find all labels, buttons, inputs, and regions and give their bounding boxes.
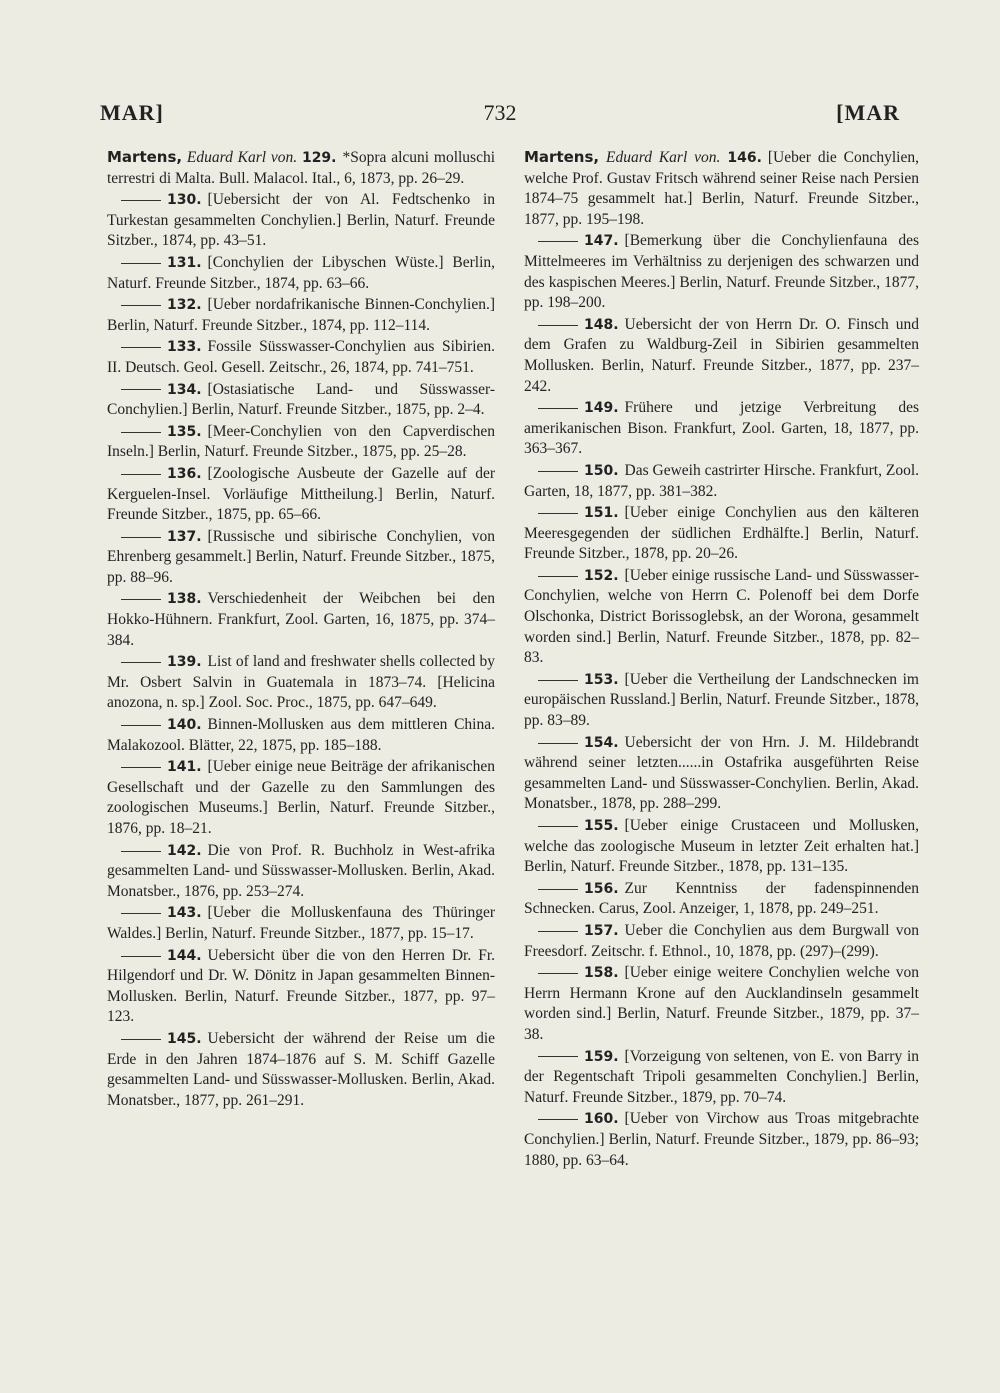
bibliography-entry bbox=[107, 757, 495, 839]
entry-number: 152. bbox=[584, 567, 619, 584]
entry-number: 147. bbox=[584, 233, 619, 250]
ditto-dash bbox=[538, 241, 578, 242]
author-given-names: Eduard Karl von. bbox=[606, 149, 721, 166]
entry-number: 146. bbox=[727, 150, 762, 166]
bibliography-entry bbox=[107, 190, 495, 252]
ditto-dash bbox=[538, 471, 578, 472]
ditto-dash bbox=[538, 889, 578, 890]
bibliography-entry bbox=[524, 503, 919, 565]
page-number: 732 bbox=[483, 100, 517, 125]
bibliography-entry bbox=[524, 816, 919, 878]
entry-text: [Ueber einige Crustaceen und Mollusken, welche das zoologische Museum in letzter Zeit erhalten hat.] Berlin, Naturf. Freunde Sitzber., 1878, pp. 131–135. bbox=[524, 817, 919, 876]
bibliography-entry bbox=[107, 422, 495, 463]
ditto-dash bbox=[121, 347, 161, 348]
entry-text: Ueber die Conchylien aus dem Burgwall von Freesdorf. Zeitschr. f. Ethnol., 10, 1878, pp. (297)–(299). bbox=[524, 921, 919, 960]
ditto-dash bbox=[538, 931, 578, 932]
ditto-dash bbox=[538, 973, 578, 974]
entry-number: 156. bbox=[584, 880, 619, 897]
entry-text: List of land and freshwater shells collected by Mr. Osbert Salvin in Guatemala in 1873–74. [Helicina anozona, n. sp.] Zool. Soc. Proc., 1875, pp. 647–649. bbox=[107, 653, 495, 712]
entry-text: [Vorzeigung von seltenen, von E. von Barry in der Regentschaft Tripoli gesammelten Conchylien.] Berlin, Naturf. Freunde Sitzber., 1879, pp. 70–74. bbox=[524, 1047, 919, 1106]
entry-number: 139. bbox=[167, 654, 202, 671]
bibliography-entry bbox=[524, 231, 919, 313]
ditto-dash bbox=[121, 662, 161, 663]
entry-text: [Bemerkung über die Conchylienfauna des Mittelmeeres im Verhältniss zu derjenigen des schwarzen und des kaspischen Meeres.] Berlin, Naturf. Freunde Sitzber., 1877, pp. 198–200. bbox=[524, 232, 919, 312]
entry-text: Uebersicht der von Herrn Dr. O. Finsch und dem Grafen zu Waldburg-Zeil in Sibirien gesammelten Mollusken. Berlin, Naturf. Freunde Sitzber., 1877, pp. 237–242. bbox=[524, 315, 919, 395]
entry-text: Fossile Süsswasser-Conchylien aus Sibirien. II. Deutsch. Geol. Gesell. Zeitschr., 26, 1874, pp. 741–751. bbox=[107, 338, 495, 376]
entry-number: 137. bbox=[167, 528, 202, 545]
entry-text: Frühere und jetzige Verbreitung des amerikanischen Bison. Frankfurt, Zool. Garten, 18, 1877, pp. 363–367. bbox=[524, 399, 919, 458]
ditto-dash bbox=[538, 325, 578, 326]
bibliography-entry bbox=[107, 337, 495, 378]
ditto-dash bbox=[121, 851, 161, 852]
ditto-dash bbox=[121, 200, 161, 201]
right-column bbox=[524, 147, 919, 1172]
entry-number: 154. bbox=[584, 734, 619, 751]
entry-text: [Ueber von Virchow aus Troas mitgebrachte Conchylien.] Berlin, Naturf. Freunde Sitzber., 1879, pp. 86–93; 1880, pp. 63–64. bbox=[524, 1110, 919, 1169]
bibliography-entry bbox=[107, 464, 495, 526]
bibliography-entry bbox=[524, 147, 919, 230]
ditto-dash bbox=[538, 680, 578, 681]
bibliography-entry bbox=[107, 715, 495, 756]
entry-number: 140. bbox=[167, 717, 202, 734]
bibliography-entry bbox=[524, 1047, 919, 1109]
ditto-dash bbox=[121, 537, 161, 538]
entry-number: 134. bbox=[167, 381, 202, 398]
ditto-dash bbox=[538, 826, 578, 827]
entry-number: 148. bbox=[584, 316, 619, 333]
entry-number: 135. bbox=[167, 423, 202, 440]
entry-number: 141. bbox=[167, 759, 202, 776]
entry-number: 129. bbox=[301, 150, 337, 166]
entry-text: Uebersicht über die von den Herren Dr. Fr. Hilgendorf und Dr. W. Dönitz in Japan gesammelten Binnen-Mollusken. Berlin, Naturf. Freunde Sitzber., 1877, pp. 97–123. bbox=[107, 946, 495, 1026]
entry-text: [Conchylien der Libyschen Wüste.] Berlin, Naturf. Freunde Sitzber., 1874, pp. 63–66. bbox=[107, 253, 495, 292]
ditto-dash bbox=[121, 725, 161, 726]
entry-text: [Ueber einige weitere Conchylien welche von Herrn Hermann Krone auf den Aucklandinseln gesammelt worden sind.] Berlin, Naturf. Freunde Sitzber., 1879, pp. 37–38. bbox=[524, 964, 919, 1043]
ditto-dash bbox=[121, 263, 161, 264]
entry-text: [Ueber die Molluskenfauna des Thüringer Waldes.] Berlin, Naturf. Freunde Sitzber., 1877, pp. 15–17. bbox=[107, 904, 495, 942]
bibliography-entry bbox=[524, 461, 919, 502]
ditto-dash bbox=[121, 305, 161, 306]
entry-text: Uebersicht der während der Reise um die Erde in den Jahren 1874–1876 auf S. M. Schiff Gazelle gesammelten Land- und Süsswasser-Mollusken. Berlin, Akad. Monatsber., 1877, pp. 261–291. bbox=[107, 1029, 495, 1109]
ditto-dash bbox=[121, 956, 161, 957]
entry-text: Die von Prof. R. Buchholz in West-afrika gesammelten Land- und Süsswasser-Mollusken. Berlin, Akad. Monatsber., 1876, pp. 253–274. bbox=[107, 841, 495, 900]
bibliography-entry bbox=[107, 527, 495, 589]
entry-text: Uebersicht der von Hrn. J. M. Hildebrandt während seiner letzten......in Ostafrika ausgeführten Reise gesammelten Land- und Süsswasser-Conchylien. Berlin, Akad. Monatsber., 1878, pp. 288–299. bbox=[524, 733, 919, 813]
bibliography-entry bbox=[107, 147, 495, 189]
entry-text: Zur Kenntniss der fadenspinnenden Schnecken. Carus, Zool. Anzeiger, 1, 1878, pp. 249–251. bbox=[524, 879, 919, 918]
entry-number: 158. bbox=[584, 965, 619, 982]
entry-number: 130. bbox=[167, 192, 202, 209]
entry-text: Verschiedenheit der Weibchen bei den Hokko-Hühnern. Frankfurt, Zool. Garten, 16, 1875, pp. 374–384. bbox=[107, 590, 495, 649]
author-heading: Martens, bbox=[107, 148, 183, 166]
entry-number: 157. bbox=[584, 922, 619, 939]
left-column bbox=[107, 147, 495, 1112]
author-heading: Martens, bbox=[524, 148, 600, 166]
bibliography-entry bbox=[524, 921, 919, 962]
header-left-guide: MAR] bbox=[100, 100, 164, 125]
entry-text: [Ueber die Conchylien, welche Prof. Gustav Fritsch während seiner Reise nach Persien 1874–75 gesammelt hat.] Berlin, Naturf. Freunde Sitzber., 1877, pp. 195–198. bbox=[524, 149, 919, 228]
ditto-dash bbox=[121, 767, 161, 768]
bibliography-entry bbox=[524, 1109, 919, 1171]
bibliography-entry bbox=[107, 841, 495, 903]
entry-text: [Ostasiatische Land- und Süsswasser-Conchylien.] Berlin, Naturf. Freunde Sitzber., 1875, pp. 2–4. bbox=[107, 380, 495, 419]
ditto-dash bbox=[121, 1039, 161, 1040]
entry-number: 145. bbox=[167, 1030, 202, 1047]
bibliography-entry bbox=[107, 380, 495, 421]
entry-text: [Ueber nordafrikanische Binnen-Conchylien.] Berlin, Naturf. Freunde Sitzber., 1874, pp. 112–114. bbox=[107, 296, 495, 334]
ditto-dash bbox=[538, 743, 578, 744]
bibliography-entry bbox=[107, 1029, 495, 1111]
entry-text: [Ueber die Vertheilung der Landschnecken im europäischen Russland.] Berlin, Naturf. Freunde Sitzber., 1878, pp. 83–89. bbox=[524, 670, 919, 730]
bibliography-entry bbox=[107, 946, 495, 1028]
bibliography-entry bbox=[524, 963, 919, 1045]
entry-text: [Ueber einige Conchylien aus den kälteren Meeresgegenden der südlichen Erdhälfte.] Berlin, Naturf. Freunde Sitzber., 1878, pp. 20–26. bbox=[524, 504, 919, 563]
ditto-dash bbox=[121, 599, 161, 600]
entry-number: 155. bbox=[584, 818, 619, 834]
entry-number: 138. bbox=[167, 591, 202, 608]
bibliography-entry bbox=[107, 253, 495, 294]
bibliography-entry bbox=[107, 903, 495, 944]
entry-number: 149. bbox=[584, 400, 619, 417]
entry-number: 153. bbox=[584, 671, 619, 688]
entry-text: *Sopra alcuni molluschi terrestri di Malta. Bull. Malacol. Ital., 6, 1873, pp. 26–29. bbox=[107, 149, 496, 187]
bibliography-entry bbox=[524, 566, 919, 669]
entry-text: [Uebersicht der von Al. Fedtschenko in Turkestan gesammelten Conchylien.] Berlin, Naturf. Freunde Sitzber., 1874, pp. 43–51. bbox=[107, 191, 495, 250]
ditto-dash bbox=[121, 389, 161, 390]
ditto-dash bbox=[538, 408, 578, 409]
page-header bbox=[100, 100, 900, 140]
entry-text: [Ueber einige russische Land- und Süsswasser-Conchylien, welche von Herrn C. Polenoff bei dem Dorfe Olschonka, District Borissoglebsk, an der Worona, gesammelt worden sind.] Berlin, Naturf. Freunde Sitzber., 1878, pp. 82–83. bbox=[524, 566, 919, 667]
bibliography-entry bbox=[524, 733, 919, 815]
author-given-names: Eduard Karl von. bbox=[186, 149, 298, 166]
ditto-dash bbox=[121, 474, 161, 475]
ditto-dash bbox=[538, 1056, 578, 1057]
bibliography-entry bbox=[524, 670, 919, 732]
bibliography-entry bbox=[107, 589, 495, 651]
entry-number: 151. bbox=[584, 505, 619, 522]
entry-number: 143. bbox=[167, 905, 202, 922]
header-right-guide: [MAR bbox=[836, 100, 900, 125]
bibliography-entry bbox=[524, 315, 919, 397]
entry-number: 136. bbox=[167, 465, 202, 482]
ditto-dash bbox=[538, 513, 578, 514]
ditto-dash bbox=[538, 576, 578, 577]
entry-number: 131. bbox=[167, 254, 202, 271]
entry-number: 142. bbox=[167, 842, 202, 859]
entry-text: [Russische und sibirische Conchylien, von Ehrenberg gesammelt.] Berlin, Naturf. Freunde Sitzber., 1875, pp. 88–96. bbox=[107, 527, 495, 586]
ditto-dash bbox=[121, 432, 161, 433]
entry-number: 132. bbox=[167, 297, 202, 314]
entry-number: 144. bbox=[167, 947, 202, 964]
entry-number: 150. bbox=[584, 462, 619, 479]
ditto-dash bbox=[121, 913, 161, 914]
bibliography-entry bbox=[524, 398, 919, 460]
entry-number: 159. bbox=[584, 1048, 619, 1065]
bibliography-entry bbox=[107, 652, 495, 714]
entry-text: Binnen-Mollusken aus dem mittleren China. Malakozool. Blätter, 22, 1875, pp. 185–188. bbox=[107, 716, 495, 754]
entry-number: 160. bbox=[584, 1111, 619, 1128]
entry-number: 133. bbox=[167, 339, 202, 356]
entry-text: Das Geweih castrirter Hirsche. Frankfurt, Zool. Garten, 18, 1877, pp. 381–382. bbox=[524, 461, 919, 500]
bibliography-entry bbox=[524, 879, 919, 920]
entry-text: [Ueber einige neue Beiträge der afrikanischen Gesellschaft und der Gazelle zu den Sammlungen des zoologischen Museums.] Berlin, Naturf. Freunde Sitzber., 1876, pp. 18–21. bbox=[107, 758, 495, 837]
entry-text: [Zoologische Ausbeute der Gazelle auf der Kerguelen-Insel. Vorläufige Mittheilung.] Berlin, Naturf. Freunde Sitzber., 1875, pp. 65–66. bbox=[107, 464, 495, 524]
entry-text: [Meer-Conchylien von den Capverdischen Inseln.] Berlin, Naturf. Freunde Sitzber., 1875, pp. 25–28. bbox=[107, 422, 495, 461]
ditto-dash bbox=[538, 1119, 578, 1120]
bibliography-entry bbox=[107, 295, 495, 336]
